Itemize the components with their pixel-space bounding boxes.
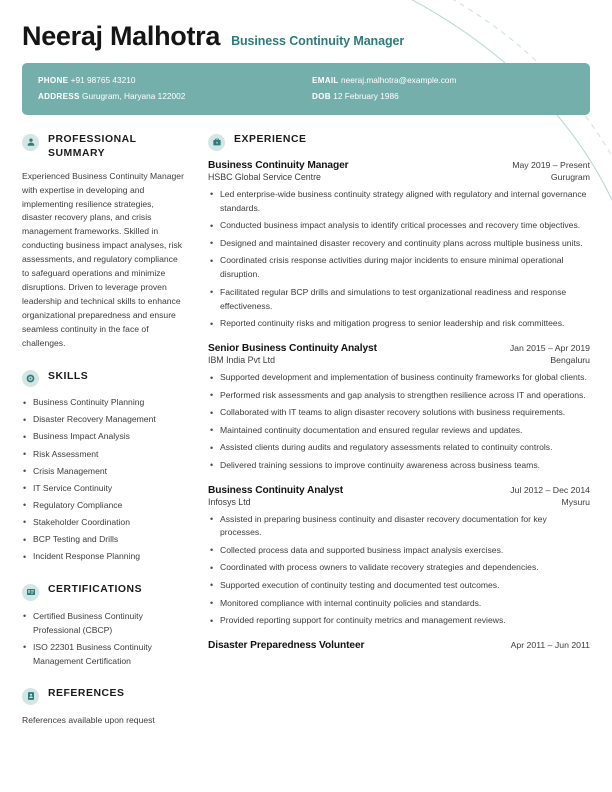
experience-list [208, 160, 590, 651]
job-bullet: • Collected process data and supported business impact analysis exercises. [208, 544, 590, 558]
skill-item: • Stakeholder Coordination [22, 516, 186, 530]
job-title: Business Continuity Manager [208, 159, 349, 171]
section-title: REFERENCES [48, 688, 125, 700]
section-heading [22, 370, 186, 388]
target-icon [22, 370, 39, 387]
job-bullet: • Supported execution of continuity testing and documented test outcomes. [208, 579, 590, 593]
job-bullet: • Conducted business impact analysis to identify critical processes and recovery time objectives. [208, 219, 590, 233]
contact-email [312, 72, 574, 89]
experience-entry [208, 343, 590, 473]
experience-entry-header [208, 640, 590, 651]
job-date: May 2019 – Present [512, 159, 590, 170]
dob-value: 12 February 1986 [333, 91, 399, 102]
section-heading [22, 133, 186, 160]
resume-header [0, 0, 612, 52]
contact-card-icon [22, 688, 39, 705]
experience-entry-header [208, 160, 590, 171]
section-title: SKILLS [48, 370, 89, 382]
job-bullet: • Monitored compliance with internal continuity policies and standards. [208, 597, 590, 611]
skill-item: • Business Impact Analysis [22, 430, 186, 444]
job-bullet: • Collaborated with IT teams to align disaster recovery solutions with business requirements. [208, 406, 590, 420]
section-heading [22, 583, 186, 601]
contact-column-right [300, 72, 574, 106]
phone-value: +91 98765 43210 [70, 74, 136, 85]
job-bullet: • Facilitated regular BCP drills and simulations to test organizational readiness and response effectiveness. [208, 286, 590, 314]
job-title: Senior Business Continuity Analyst [208, 343, 377, 355]
skill-item: • Incident Response Planning [22, 550, 186, 564]
certificate-icon [22, 584, 39, 601]
certification-item: • Certified Business Continuity Professional (CBCP) [22, 610, 186, 638]
experience-entry-subheader [208, 172, 590, 182]
job-bullet: • Provided reporting support for continuity metrics and management reviews. [208, 614, 590, 628]
section-skills [22, 370, 186, 564]
section-title: CERTIFICATIONS [48, 584, 143, 596]
email-label: EMAIL [312, 75, 339, 85]
job-bullet-list [208, 188, 590, 331]
user-icon [22, 134, 39, 151]
job-bullet-list [208, 513, 590, 628]
skill-item: • Disaster Recovery Management [22, 413, 186, 427]
dob-label: DOB [312, 92, 331, 102]
section-heading [22, 687, 186, 705]
candidate-name: Neeraj Malhotra [22, 21, 221, 51]
experience-entry-subheader [208, 355, 590, 365]
right-column [202, 133, 590, 746]
job-title: Disaster Preparedness Volunteer [208, 639, 365, 651]
job-location: Gurugram [550, 171, 590, 182]
job-bullet: • Coordinated crisis response activities during major incidents to ensure minimal operational disruption. [208, 254, 590, 282]
experience-entry-subheader [208, 497, 590, 507]
address-value: Gurugram, Haryana 122002 [82, 91, 186, 102]
job-bullet: • Supported development and implementation of business continuity frameworks for global clients. [208, 371, 590, 385]
resume-body [0, 115, 612, 746]
certification-item: • ISO 22301 Business Continuity Management Certification [22, 641, 186, 669]
summary-text: Experienced Business Continuity Manager with expertise in developing and implementing resilience strategies, disaster recovery plans, and crisis management frameworks. Skilled in conducting business impact analyses, risk assessments, and regulatory compliance to safeguard operations and minimize disruptions. Driven to leverage proven leadership and technical skills to enhance organizational preparedness and ensure seamless continuity in the face of challenges. [22, 170, 184, 348]
job-organization: IBM India Pvt Ltd [208, 355, 275, 366]
job-date: Jan 2015 – Apr 2019 [509, 343, 590, 354]
contact-bar [22, 63, 590, 116]
left-column [22, 133, 202, 746]
job-bullet: • Designed and maintained disaster recovery and continuity plans across multiple business units. [208, 237, 590, 251]
job-bullet: • Reported continuity risks and mitigation progress to senior leadership and risk committees. [208, 317, 590, 331]
briefcase-icon [208, 134, 225, 151]
job-bullet-list [208, 371, 590, 473]
job-bullet: • Performed risk assessments and gap analysis to strengthen resilience across IT and operations. [208, 389, 590, 403]
section-title: PROFESSIONAL SUMMARY [48, 134, 137, 159]
job-bullet: • Delivered training sessions to improve continuity awareness across business teams. [208, 459, 590, 473]
job-organization: HSBC Global Service Centre [208, 171, 321, 182]
job-bullet: • Assisted in preparing business continuity and disaster recovery documentation for key processes. [208, 513, 590, 541]
job-bullet: • Maintained continuity documentation and ensured regular reviews and updates. [208, 424, 590, 438]
skill-item: • IT Service Continuity [22, 482, 186, 496]
experience-entry [208, 160, 590, 331]
skill-item: • Regulatory Compliance [22, 499, 186, 513]
certifications-list [22, 610, 186, 669]
skills-list [22, 396, 186, 564]
phone-label: PHONE [38, 75, 69, 85]
contact-dob [312, 88, 574, 105]
job-organization: Infosys Ltd [208, 496, 251, 507]
address-label: ADDRESS [38, 92, 80, 102]
contact-address [38, 88, 300, 105]
job-date: Jul 2012 – Dec 2014 [510, 484, 590, 495]
section-professional-summary [22, 133, 186, 350]
job-bullet: • Coordinated with process owners to validate recovery strategies and dependencies. [208, 561, 590, 575]
job-date: Apr 2011 – Jun 2011 [510, 639, 590, 650]
experience-entry-header [208, 485, 590, 496]
skill-item: • Business Continuity Planning [22, 396, 186, 410]
skill-item: • Risk Assessment [22, 448, 186, 462]
references-text: References available upon request [22, 714, 155, 725]
email-value: neeraj.malhotra@example.com [341, 74, 457, 85]
candidate-role: Business Continuity Manager [231, 34, 405, 48]
section-heading-experience [208, 133, 590, 151]
contact-phone [38, 72, 300, 89]
job-bullet: • Led enterprise-wide business continuity strategy aligned with regulatory and internal governance standards. [208, 188, 590, 216]
skill-item: • BCP Testing and Drills [22, 533, 186, 547]
job-title: Business Continuity Analyst [208, 484, 344, 496]
section-references [22, 687, 186, 727]
skill-item: • Crisis Management [22, 465, 186, 479]
section-title: EXPERIENCE [234, 134, 307, 146]
experience-entry-header [208, 343, 590, 354]
section-certifications [22, 583, 186, 668]
job-location: Mysuru [561, 496, 590, 507]
job-location: Bengaluru [550, 355, 590, 366]
contact-column-left [38, 72, 300, 106]
experience-entry [208, 640, 590, 651]
experience-entry [208, 485, 590, 628]
job-bullet: • Assisted clients during audits and regulatory assessments related to continuity controls. [208, 441, 590, 455]
